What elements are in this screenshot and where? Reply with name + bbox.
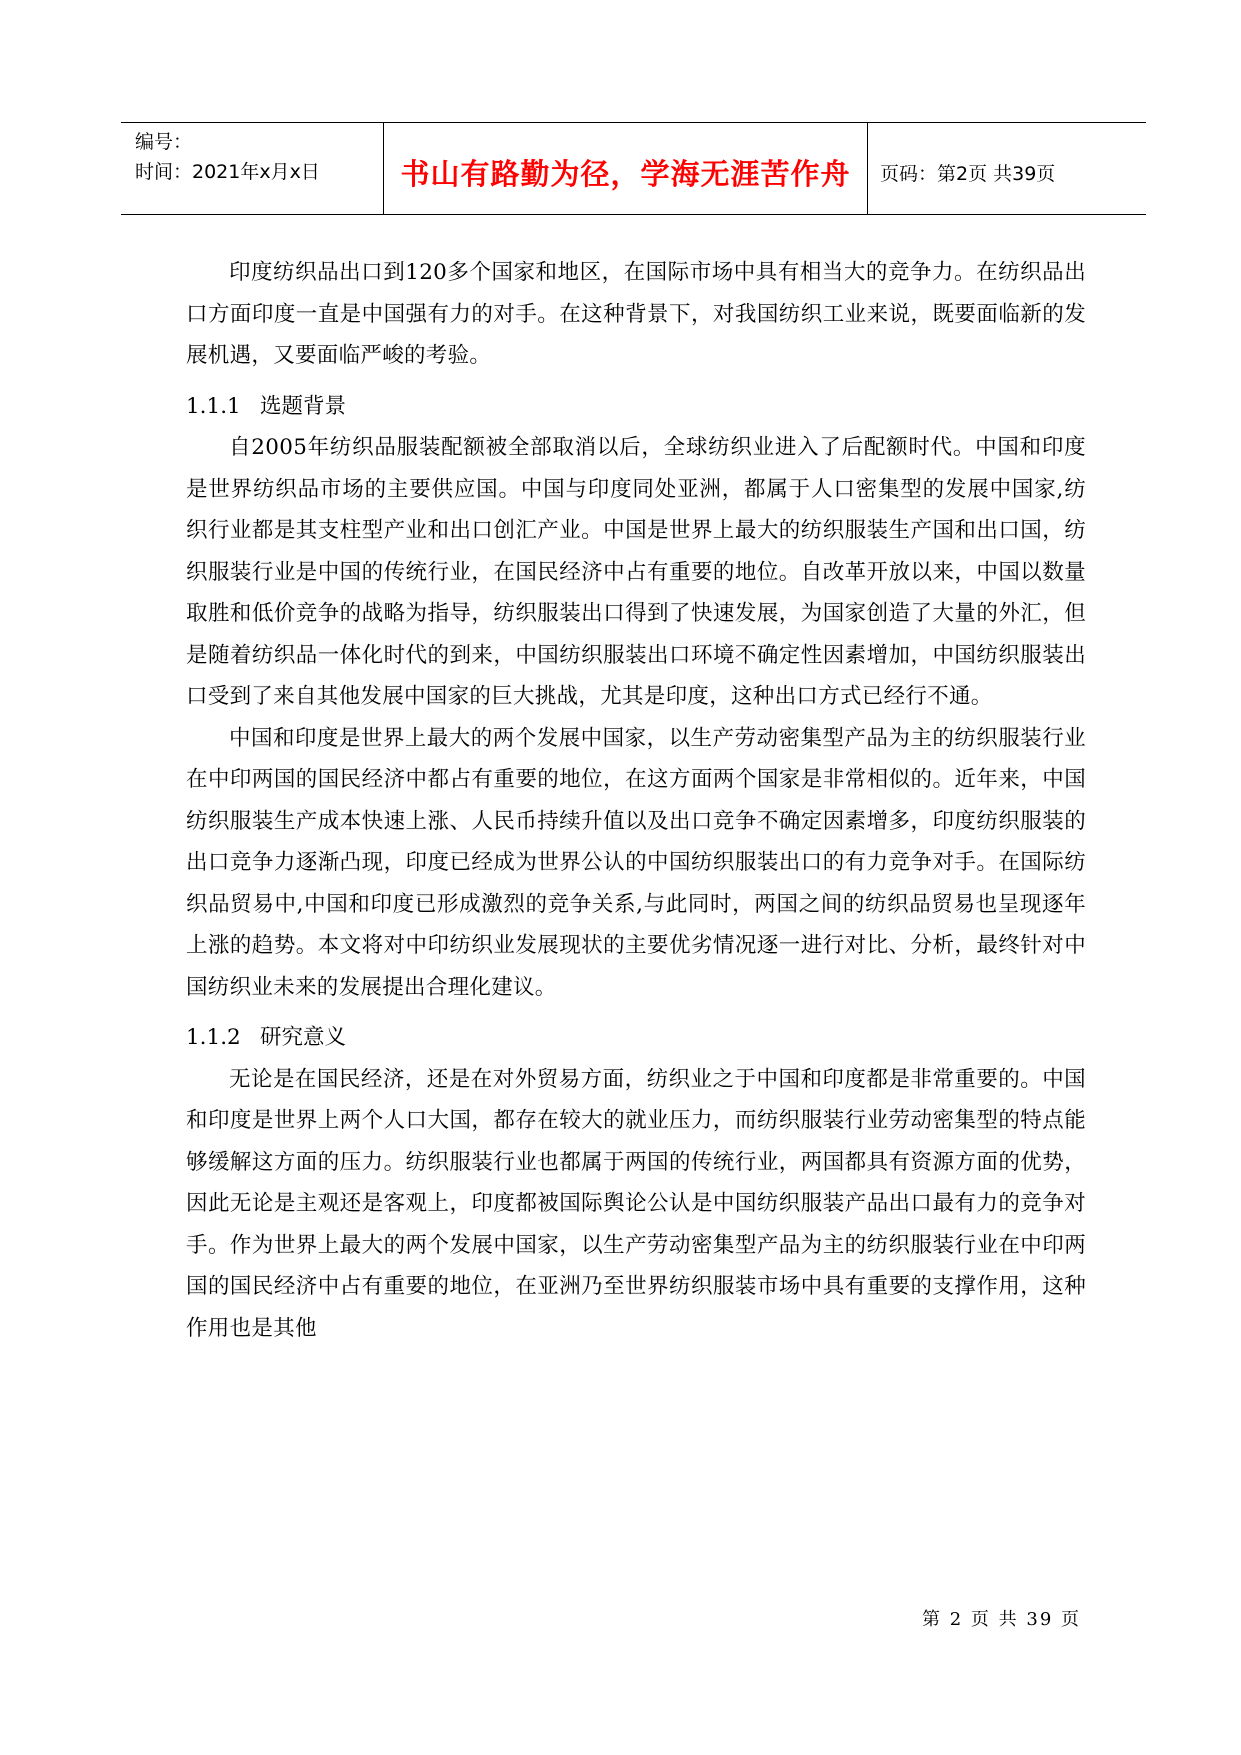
section-title: 选题背景 [260, 393, 347, 419]
section-number: 1.1.2 [186, 1025, 241, 1050]
page-header [121, 122, 1146, 215]
header-motto: 书山有路勤为径，学海无涯苦作舟 [400, 157, 851, 191]
significance-paragraph-1: 无论是在国民经济，还是在对外贸易方面，纺织业之于中国和印度都是非常重要的。中国和印度是世界上两个人口大国，都存在较大的就业压力，而纺织服装行业劳动密集型的特点能够缓解这方面的压力。纺织服装行业也都属于两国的传统行业，两国都具有资源方面的优势，因此无论是主观还是客观上，印度都被国际舆论公认是中国纺织服装产品出口最有力的竞争对手。作为世界上最大的两个发展中国家，以生产劳动密集型产品为主的纺织服装行业在中印两国的国民经济中占有重要的地位，在亚洲乃至世界纺织服装市场中具有重要的支撑作用，这种作用也是其他 [186, 1066, 1086, 1341]
document-number-label: 编号： [135, 131, 193, 153]
header-meta [121, 123, 383, 214]
intro-paragraph: 印度纺织品出口到120多个国家和地区，在国际市场中具有相当大的竞争力。在纺织品出口方面印度一直是中国强有力的对手。在这种背景下，对我国纺织工业来说，既要面临新的发展机遇，又要面临严峻的考验。 [186, 260, 1086, 368]
background-paragraph-2: 中国和印度是世界上最大的两个发展中国家，以生产劳动密集型产品为主的纺织服装行业在中印两国的国民经济中都占有重要的地位，在这方面两个国家是非常相似的。近年来，中国纺织服装生产成本快速上涨、人民币持续升值以及出口竞争不确定因素增多，印度纺织服装的出口竞争力逐渐凸现，印度已经成为世界公认的中国纺织服装出口的有力竞争对手。在国际纺织品贸易中,中国和印度已形成激烈的竞争关系,与此同时，两国之间的纺织品贸易也呈现逐年上涨的趋势。本文将对中印纺织业发展现状的主要优劣情况逐一进行对比、分析，最终针对中国纺织业未来的发展提出合理化建议。 [186, 725, 1086, 1000]
document-time: 时间：2021年x月x日 [135, 161, 320, 183]
section-number: 1.1.1 [186, 393, 241, 419]
header-page-info-cell [868, 123, 1146, 214]
background-paragraph-1: 自2005年纺织品服装配额被全部取消以后，全球纺织业进入了后配额时代。中国和印度是世界纺织品市场的主要供应国。中国与印度同处亚洲，都属于人口密集型的发展中国家,纺织行业都是其支柱型产业和出口创汇产业。中国是世界上最大的纺织服装生产国和出口国，纺织服装行业是中国的传统行业，在国民经济中占有重要的地位。自改革开放以来，中国以数量取胜和低价竞争的战略为指导，纺织服装出口得到了快速发展，为国家创造了大量的外汇，但是随着纺织品一体化时代的到来，中国纺织服装出口环境不确定性因素增加，中国纺织服装出口受到了来自其他发展中国家的巨大挑战，尤其是印度，这种出口方式已经行不通。 [186, 435, 1086, 709]
page-footer-number: 第 2 页 共 39 页 [922, 1609, 1081, 1630]
header-motto-cell [383, 123, 868, 214]
document-body [186, 252, 1086, 1349]
section-heading-background [186, 386, 1086, 428]
section-title: 研究意义 [260, 1025, 347, 1050]
section-heading-significance [186, 1017, 1086, 1059]
header-page-info: 页码：第2页 共39页 [880, 163, 1056, 185]
